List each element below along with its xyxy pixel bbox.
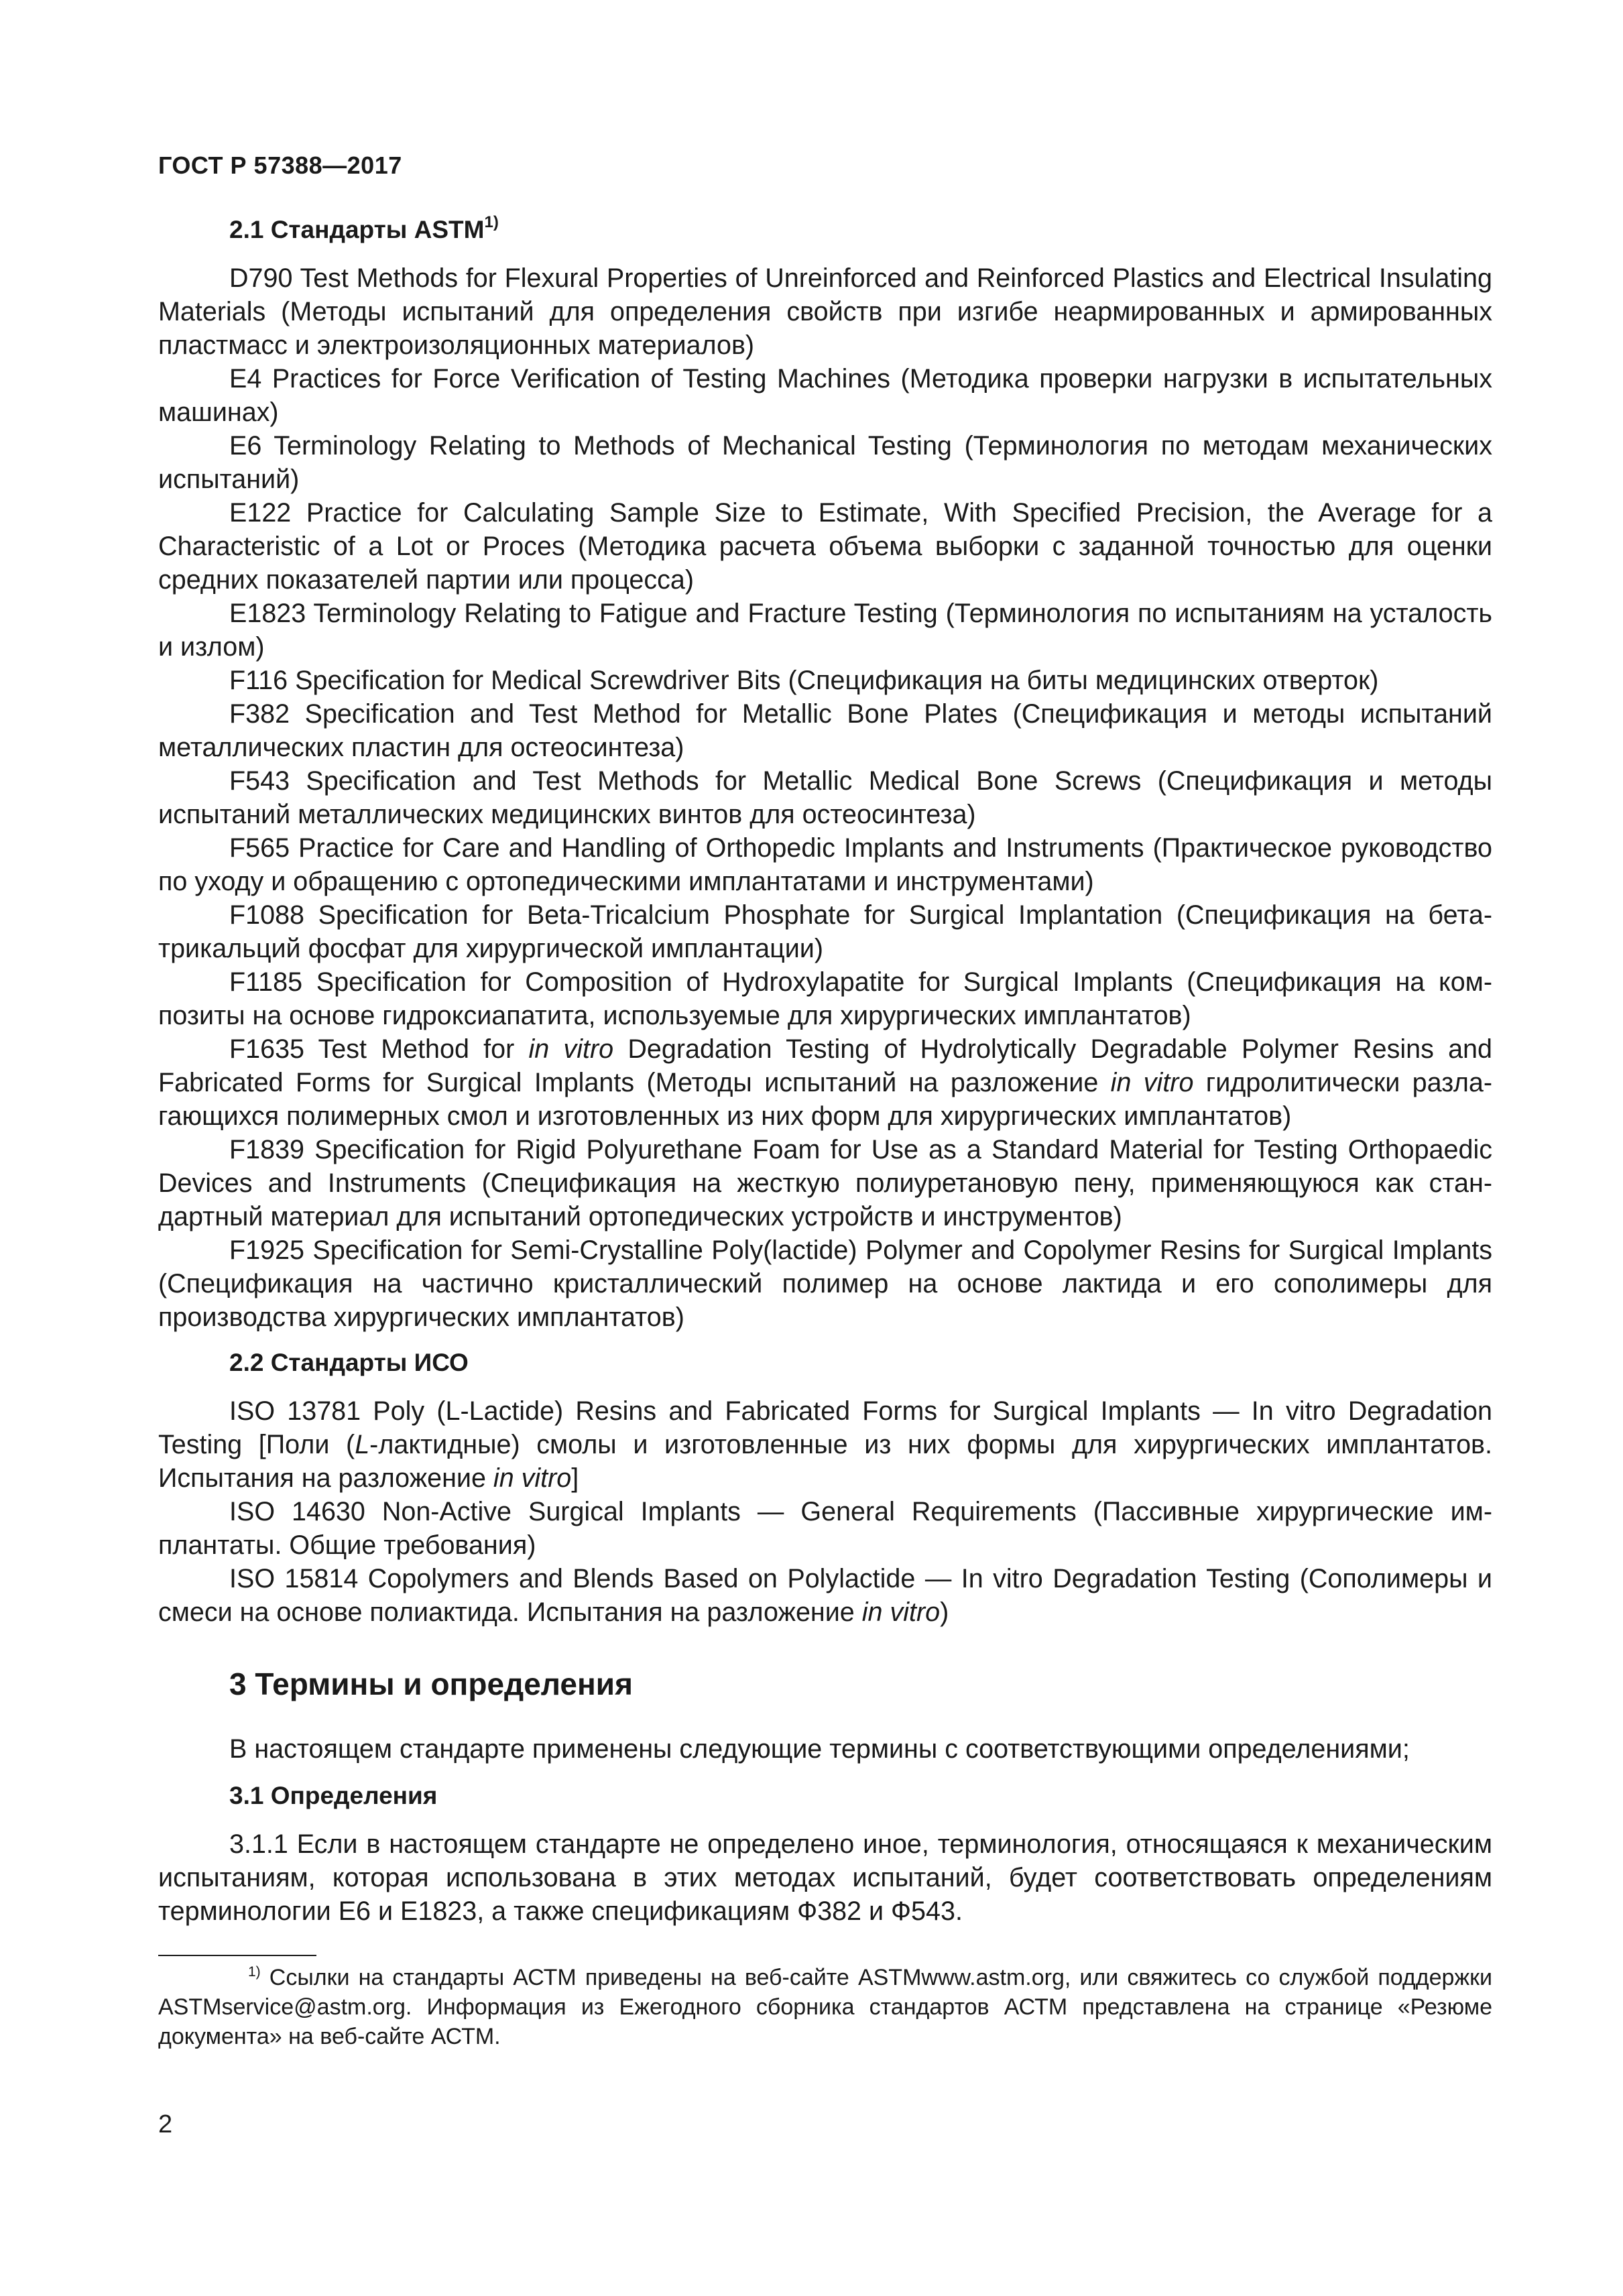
text-run: ISO 15814 Copolymers and Blends Based on Polylactide — In vitro Degradation Testing (Сополимеры и смеси на основе полиактида. Испытания на разложение — [158, 1564, 1492, 1627]
text-run: -лактидные) смолы и изготовленные из них формы для хирургических имплантатов. Испытания на разложение — [158, 1430, 1492, 1493]
reference-f1925: F1925 Specification for Semi-Crystalline Poly(lactide) Polymer and Copolymer Resins for Surgical Implants (Спецификация на частично кристаллический полимер на основе лактида и его сополимеры для производства хирургических имплантатов) — [158, 1235, 1492, 1332]
footnote-reference: 1) — [484, 213, 499, 231]
text-run: Degradation Testing of Hydrolytically Degradable Polymer Resins and Fabricated Forms for Surgical Implants (Методы испытаний на разложение — [158, 1034, 1492, 1097]
section-3-1-heading: 3.1 Определения — [229, 1782, 438, 1809]
reference-iso-13781 — [158, 1394, 1492, 1495]
section-2-2-heading: 2.2 Стандарты ИСО — [229, 1349, 469, 1376]
text-run: F1635 Test Method for — [229, 1034, 529, 1064]
italic-text: in vitro — [528, 1034, 614, 1064]
footnote-text: Ссылки на стандарты АСТМ приведены на веб-сайте ASTMwww.astm.org, или свяжитесь со службой поддержки ASTMservice@astm.org. Информация из Ежегодного сборника стандартов АСТМ представлена на странице «Резюме документа» на веб-сайте АСТМ. — [158, 1965, 1492, 2049]
reference-iso-14630: ISO 14630 Non-Active Surgical Implants — General Requirements (Пассивные хирургические имплантаты. Общие требования) — [158, 1497, 1492, 1560]
italic-text: L — [355, 1430, 370, 1459]
section-3-heading: 3 Термины и определения — [229, 1667, 633, 1701]
section-2-1-title: 2.1 Стандарты ASTM — [229, 216, 485, 243]
reference-f565: F565 Practice for Care and Handling of Orthopedic Implants and Instruments (Практическое руководство по уходу и обращению с ортопедическими имплантатами и инструментами) — [158, 833, 1492, 896]
reference-e1823: E1823 Terminology Relating to Fatigue and Fracture Testing (Терминология по испытаниям на усталость и излом) — [158, 599, 1492, 662]
text-run: ] — [571, 1463, 579, 1493]
reference-f1185: F1185 Specification for Composition of Hydroxylapatite for Surgical Implants (Спецификация на композиты на основе гидроксиапатита, используемые для хирургических имплантатов) — [158, 967, 1492, 1030]
page-number: 2 — [158, 2110, 173, 2138]
section-3-intro: В настоящем стандарте применены следующие термины с соответствующими определениями; — [229, 1734, 1410, 1764]
reference-iso-15814 — [158, 1562, 1492, 1629]
reference-d790: D790 Test Methods for Flexural Properties of Unreinforced and Reinforced Plastics and Electrical Insulating Materials (Методы испытаний для определения свойств при изгибе неармированных и армированных пластмасс и электроизоляционных материалов) — [158, 263, 1492, 360]
document-code-header: ГОСТ Р 57388—2017 — [158, 152, 402, 179]
reference-e122: E122 Practice for Calculating Sample Size to Estimate, With Specified Precision, the Average for a Characteristic of a Lot or Proces (Методика расчета объема выборки с заданной точностью для оценки средних показателей партии или процесса) — [158, 498, 1492, 595]
italic-text: in vitro — [493, 1463, 572, 1493]
italic-text: in vitro — [861, 1597, 941, 1627]
text-run: ISO 13781 Poly (L-Lactide) Resins and Fabricated Forms for Surgical Implants — In vitro Degradation Testing [Поли ( — [158, 1396, 1492, 1459]
reference-f1635 — [158, 1032, 1492, 1133]
paragraph-3-1-1: 3.1.1 Если в настоящем стандарте не определено иное, терминология, относящаяся к механическим испытаниям, которая использована в этих методах испытаний, будет соответствовать определениям терминологии E6 и E1823, а также спецификациям Ф382 и Ф543. — [158, 1829, 1492, 1926]
italic-text: in vitro — [1110, 1068, 1194, 1097]
text-run: гидролитически разлагающихся полимерных смол и изготовленных из них форм для хирургических имплантатов) — [158, 1068, 1493, 1131]
reference-f543: F543 Specification and Test Methods for Metallic Medical Bone Screws (Спецификация и методы испытаний металлических медицинских винтов для остеосинтеза) — [158, 766, 1492, 829]
document-body — [158, 213, 1492, 1928]
reference-e4: E4 Practices for Force Verification of Testing Machines (Методика проверки нагрузки в испытательных машинах) — [158, 364, 1492, 427]
reference-f1088: F1088 Specification for Beta-Tricalcium Phosphate for Surgical Implantation (Спецификация на бета-трикальций фосфат для хирургической имплантации) — [158, 900, 1492, 963]
text-run: ) — [940, 1597, 949, 1627]
footnote — [158, 1963, 1492, 2051]
reference-f1839: F1839 Specification for Rigid Polyurethane Foam for Use as a Standard Material for Testing Orthopaedic Devices and Instruments (Спецификация на жесткую полиуретановую пену, применяющуюся как стандартный материал для испытаний ортопедических устройств и инструментов) — [158, 1135, 1492, 1231]
footnote-marker: 1) — [248, 1964, 261, 1980]
reference-e6: E6 Terminology Relating to Methods of Mechanical Testing (Терминология по методам механических испытаний) — [158, 431, 1492, 494]
footnote-divider — [158, 1955, 316, 1956]
section-2-1-heading — [158, 213, 1492, 247]
reference-f116: F116 Specification for Medical Screwdriver Bits (Спецификация на биты медицинских отверток) — [229, 666, 1379, 695]
reference-f382: F382 Specification and Test Method for Metallic Bone Plates (Спецификация и методы испытаний металлических пластин для остеосинтеза) — [158, 699, 1492, 762]
